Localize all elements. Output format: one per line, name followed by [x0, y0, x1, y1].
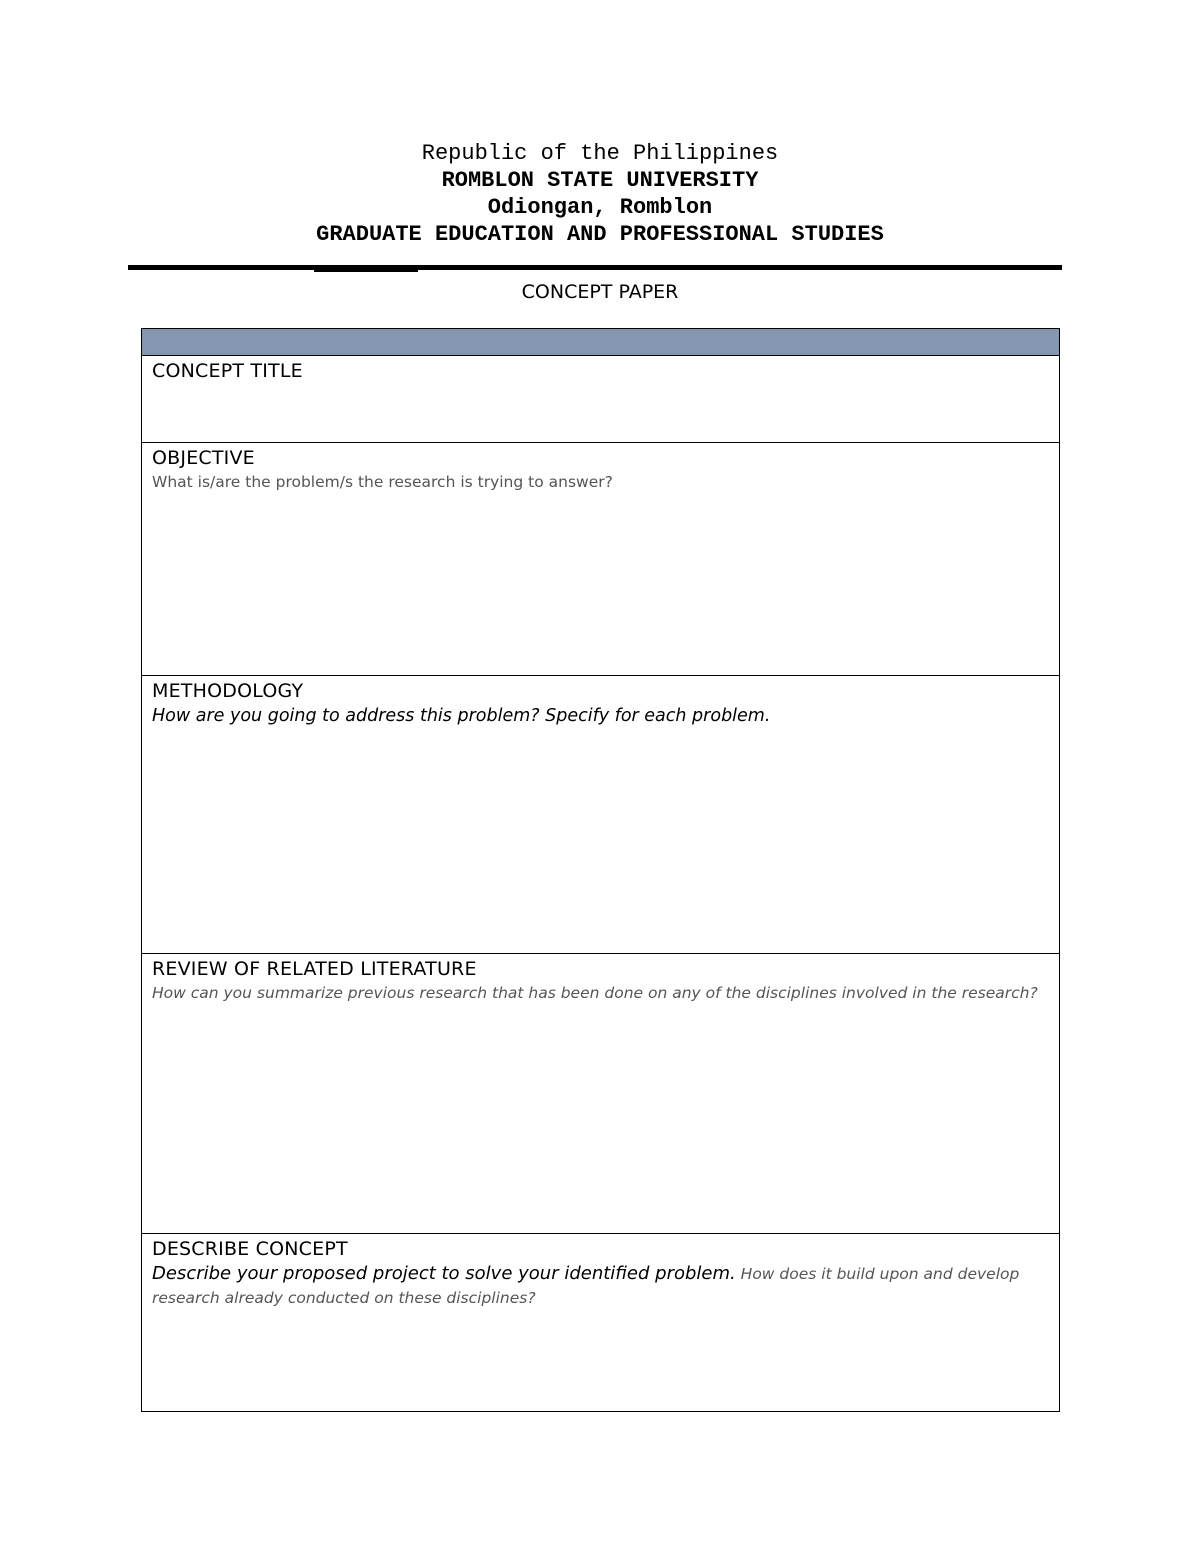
describe-concept-heading: DESCRIBE CONCEPT — [152, 1238, 348, 1260]
concept-title-section[interactable] — [142, 356, 1059, 443]
describe-concept-prompt-rest: How does it build upon and develop research already conducted on these disciplines? — [152, 1265, 1020, 1307]
header-divider-accent — [314, 270, 418, 272]
header-country: Republic of the Philippines — [421, 141, 779, 166]
header-divider — [128, 265, 1062, 270]
methodology-prompt: How are you going to address this problem? Specify for each problem. — [152, 706, 771, 726]
objective-section[interactable] — [142, 443, 1059, 676]
concept-title-heading: CONCEPT TITLE — [152, 360, 303, 382]
objective-prompt: What is/are the problem/s the research is trying to answer? — [152, 473, 613, 491]
methodology-section[interactable] — [142, 676, 1059, 954]
describe-concept-section[interactable] — [142, 1234, 1059, 1412]
form-header-bar — [142, 329, 1059, 356]
document-title: CONCEPT PAPER — [521, 281, 679, 303]
concept-paper-form — [141, 328, 1060, 1412]
review-heading: REVIEW OF RELATED LITERATURE — [152, 958, 477, 980]
header-department: GRADUATE EDUCATION AND PROFESSIONAL STUDIES — [316, 222, 884, 247]
objective-heading: OBJECTIVE — [152, 447, 255, 469]
document-header — [0, 140, 1200, 248]
header-location: Odiongan, Romblon — [487, 195, 713, 220]
describe-concept-prompt — [152, 1262, 1049, 1310]
methodology-heading: METHODOLOGY — [152, 680, 304, 702]
header-university: ROMBLON STATE UNIVERSITY — [441, 168, 759, 193]
describe-concept-prompt-lead: Describe your proposed project to solve your identified problem. — [152, 1263, 736, 1284]
review-section[interactable] — [142, 954, 1059, 1234]
review-prompt: How can you summarize previous research that has been done on any of the disciplines involved in the research? — [152, 984, 1038, 1002]
